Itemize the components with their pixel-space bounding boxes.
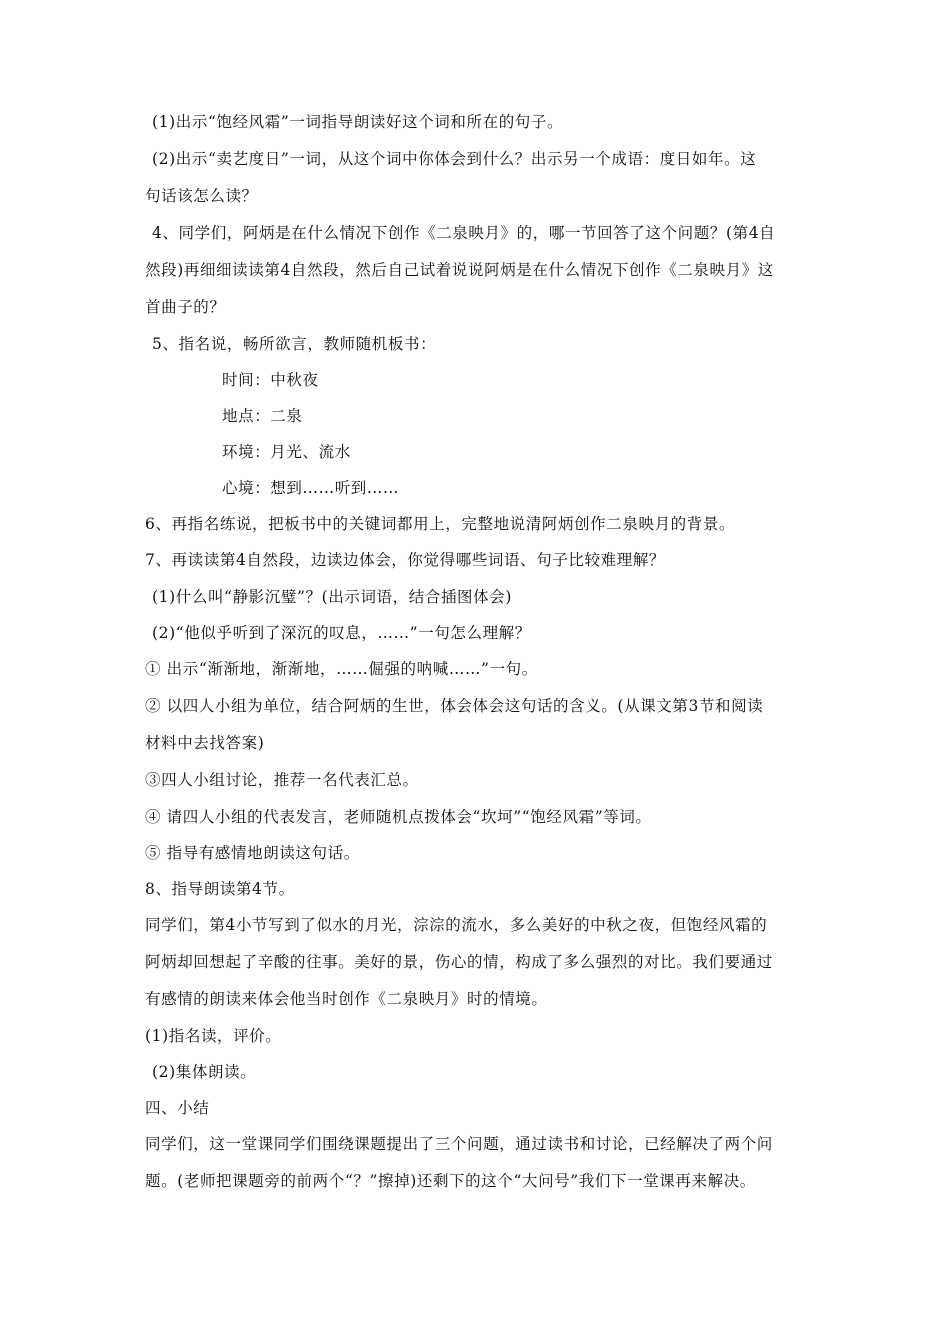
text-line: ③四人小组讨论，推荐一名代表汇总。: [145, 771, 419, 789]
text-line: (1)出示“饱经风霜”一词指导朗读好这个词和所在的句子。: [152, 113, 564, 131]
text-line: ① 出示“渐渐地，渐渐地，……倔强的呐喊……”一句。: [145, 660, 538, 678]
text-line: ② 以四人小组为单位，结合阿炳的生世，体会体会这句话的含义。(从课文第3节和阅读: [145, 697, 764, 715]
text-line: 然段)再细细读读第4自然段，然后自己试着说说阿炳是在什么情况下创作《二泉映月》这: [145, 261, 774, 279]
section-heading: 四、小结: [145, 1099, 210, 1117]
board-note-mood: 心境：想到……听到……: [222, 479, 400, 497]
text-line: 有感情的朗读来体会他当时创作《二泉映月》时的情境。: [145, 990, 548, 1008]
text-line: (1)指名读，评价。: [145, 1027, 282, 1045]
text-line: 7、再读读第4自然段，边读边体会，你觉得哪些词语、句子比较难理解？: [145, 551, 666, 569]
text-line: ④ 请四人小组的代表发言，老师随机点拨体会“坎坷”“饱经风霜”等词。: [145, 808, 652, 826]
text-line: 4、同学们，阿炳是在什么情况下创作《二泉映月》的，哪一节回答了这个问题？(第4自: [152, 224, 776, 242]
text-line: ⑤ 指导有感情地朗读这句话。: [145, 844, 360, 862]
text-line: 5、指名说，畅所欲言，教师随机板书：: [152, 335, 437, 353]
text-line: 首曲子的？: [145, 298, 226, 316]
text-line: 8、指导朗读第4节。: [145, 880, 295, 898]
text-line: 材料中去找答案): [145, 734, 265, 752]
board-note-place: 地点：二泉: [222, 407, 303, 425]
text-line: 同学们，第4小节写到了似水的月光，淙淙的流水，多么美好的中秋之夜，但饱经风霜的: [145, 916, 768, 934]
board-note-environment: 环境：月光、流水: [222, 443, 351, 461]
text-line: (1)什么叫“静影沉璧”？(出示词语，结合插图体会): [152, 588, 512, 606]
text-line: (2)出示“卖艺度日”一词，从这个词中你体会到什么？出示另一个成语：度日如年。这: [152, 150, 757, 168]
text-line: (2)“他似乎听到了深沉的叹息，……”一句怎么理解？: [152, 624, 531, 642]
text-line: 题。(老师把课题旁的前两个“？”擦掉)还剩下的这个“大问号”我们下一堂课再来解决。: [145, 1172, 756, 1190]
text-line: 6、再指名练说，把板书中的关键词都用上，完整地说清阿炳创作二泉映月的背景。: [145, 515, 736, 533]
text-line: (2)集体朗读。: [152, 1063, 257, 1081]
text-line: 阿炳却回想起了辛酸的往事。美好的景，伤心的情，构成了多么强烈的对比。我们要通过: [145, 953, 773, 971]
text-line: 同学们，这一堂课同学们围绕课题提出了三个问题，通过读书和讨论，已经解决了两个问: [145, 1135, 773, 1153]
board-note-time: 时间：中秋夜: [222, 371, 319, 389]
text-line: 句话该怎么读？: [145, 187, 258, 205]
